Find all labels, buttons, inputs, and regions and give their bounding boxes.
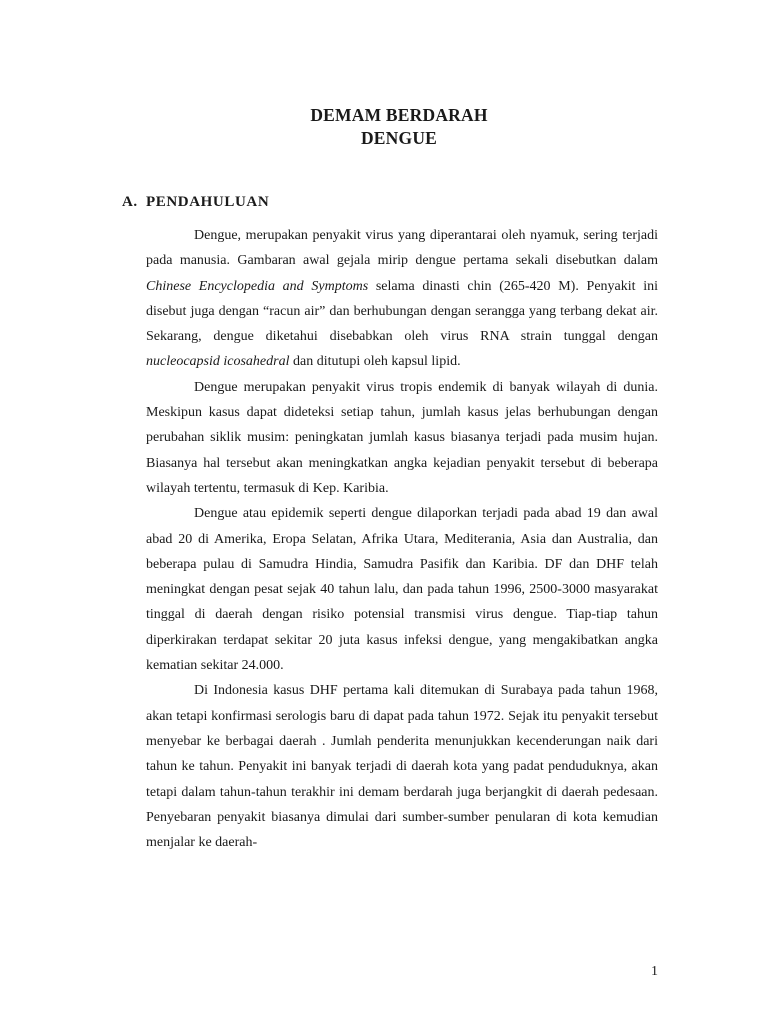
body-text [146, 223, 658, 855]
paragraph-2: Dengue merupakan penyakit virus tropis endemik di banyak wilayah di dunia. Meskipun kasus dapat dideteksi setiap tahun, jumlah kasus jelas berhubungan dengan perubahan siklik musim: peningkatan jumlah kasus biasanya terjadi pada musim hujan. Biasanya hal tersebut akan meningkatkan angka kejadian penyakit tersebut di beberapa wilayah tertentu, termasuk di Kep. Karibia. [146, 379, 658, 496]
section-heading [122, 192, 269, 212]
paragraph-1-text-b: selama dinasti chin (265-420 M). Penyakit ini disebut juga dengan “racun air” dan berhubungan dengan serangga yang terbang dekat air. Sekarang, dengue diketahui disebabkan oleh virus RNA strain tunggal dengan [146, 278, 658, 345]
paragraph-1-italic-source: Chinese Encyclopedia and Symptoms [146, 278, 369, 294]
paragraph-1-italic-term: nucleocapsid icosahedral [146, 354, 290, 370]
title-line-2: DENGUE [360, 128, 438, 148]
paragraph-3: Dengue atau epidemik seperti dengue dilaporkan terjadi pada abad 19 dan awal abad 20 di Amerika, Eropa Selatan, Afrika Utara, Mediterania, Asia dan Australia, dan beberapa pulau di Samudra Hindia, Samudra Pasifik dan Karibia. DF dan DHF telah meningkat dengan pesat sejak 40 tahun lalu, dan pada tahun 1996, 2500-3000 masyarakat tinggal di daerah dengan risiko potensial transmisi virus dengue. Tiap-tiap tahun diperkirakan terdapat sekitar 20 juta kasus infeksi dengue, yang mengakibatkan angka kematian sekitar 24.000. [146, 506, 658, 674]
paragraph-4: Di Indonesia kasus DHF pertama kali ditemukan di Surabaya pada tahun 1968, akan tetapi konfirmasi serologis baru di dapat pada tahun 1972. Sejak itu penyakit tersebut menyebar ke berbagai daerah . Jumlah penderita menunjukkan kecenderungan naik dari tahun ke tahun. Penyakit ini banyak terjadi di daerah kota yang padat penduduknya, akan tetapi dalam tahun-tahun terakhir ini demam berdarah juga berjangkit di daerah pedesaan. Penyebaran penyakit biasanya dimulai dari sumber-sumber penularan di kota kemudian menjalar ke daerah- [146, 683, 658, 851]
title-line-1: DEMAM BERDARAH [310, 105, 488, 125]
section-title: PENDAHULUAN [146, 194, 270, 210]
paragraph-1-text-a: Dengue, merupakan penyakit virus yang diperantarai oleh nyamuk, sering terjadi pada manusia. Gambaran awal gejala mirip dengue pertama sekali disebutkan dalam [146, 228, 658, 269]
page-number: 1 [651, 964, 658, 979]
paragraph-1-text-c: dan ditutupi oleh kapsul lipid. [289, 354, 461, 370]
paragraph-1 [146, 223, 658, 375]
section-letter: A. [122, 194, 138, 210]
document-title [0, 104, 768, 150]
